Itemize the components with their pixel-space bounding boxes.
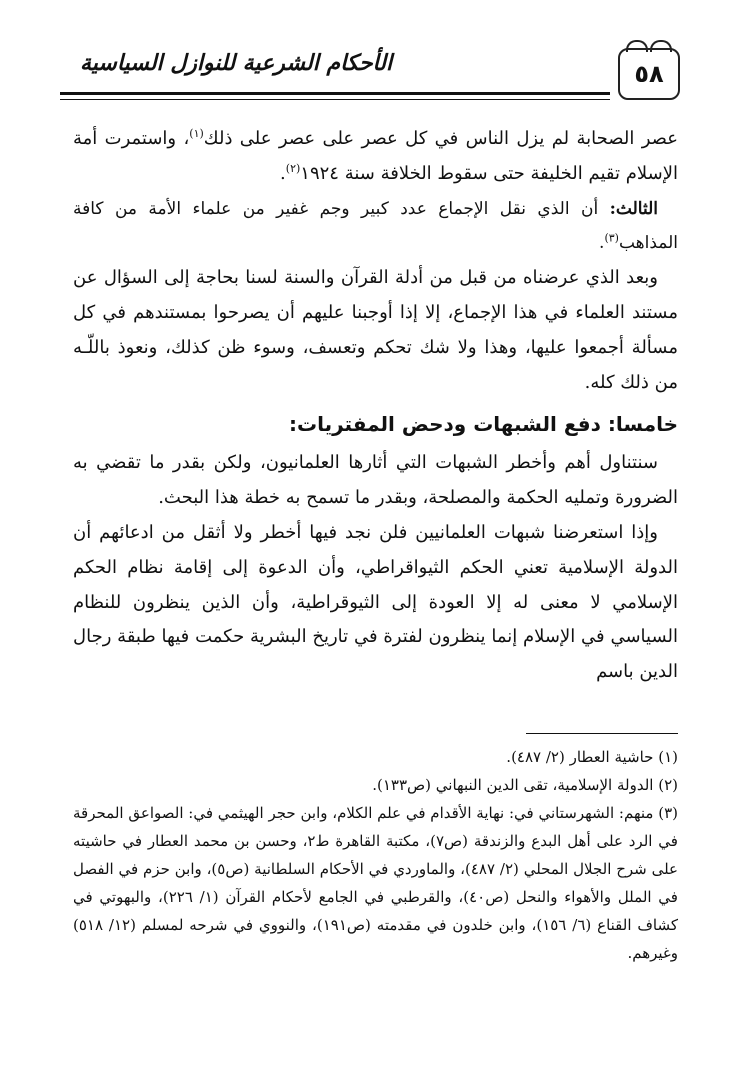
footnotes bbox=[73, 743, 678, 967]
paragraph-1 bbox=[73, 122, 678, 192]
footnote-ref-3[interactable]: (٣) bbox=[604, 231, 619, 245]
paragraph-4: سنتناول أهم وأخطر الشبهات التي أثارها العلمانيون، ولكن بقدر ما تقضي به الضرورة وتمليه الحكمة والمصلحة، وبقدر ما تسمح به خطة هذا البحث. bbox=[73, 452, 678, 509]
footnote-1: (١) حاشية العطار (٢/ ٤٨٧). bbox=[506, 748, 678, 766]
page-number: ٥٨ bbox=[618, 48, 680, 100]
footnote-divider bbox=[526, 733, 678, 734]
paragraph-2-text: أن الذي نقل الإجماع عدد كبير وجم غفير من علماء الأمة من كافة المذاهب bbox=[73, 198, 678, 254]
page-header bbox=[60, 40, 680, 110]
paragraph-2-end: . bbox=[599, 233, 605, 254]
footnote-3: (٣) منهم: الشهرستاني في: نهاية الأقدام في علم الكلام، وابن حجر الهيثمي في: الصواعق المحرقة في الرد على أهل البدع والزندقة (ص٧)، مكتبة القاهرة ط٢، وحسن بن محمد العطار في حاشيته على شرح الجلال المحلي (٢/ ٤٨٧)، والماوردي في الأحكام السلطانية (ص٥)، وابن حزم في الفصل في الملل والأهواء والنحل (ص٤٠)، والقرطبي في الجامع لأحكام القرآن (١/ ٢٢٦)، والبهوتي في كشاف القناع (٦/ ١٥٦)، وابن خلدون في مقدمته (ص١٩١)، والنووي في شرحه لمسلم (١٢/ ٥١٨) وغيرهم. bbox=[73, 804, 679, 962]
main-text bbox=[73, 122, 678, 690]
point-label-third: الثالث: bbox=[609, 198, 658, 219]
running-title: الأحكام الشرعية للنوازل السياسية bbox=[80, 50, 393, 76]
paragraph-3: وبعد الذي عرضناه من قبل من أدلة القرآن والسنة لسنا بحاجة إلى السؤال عن مستند العلماء في هذا الإجماع، إلا إذا أوجبنا عليهم أن يصرحوا بمستندهم في كل مسألة أجمعوا عليها، وهذا ولا شك تحكم وتعسف، وسوء ظن كذلك، ونعوذ باللّـه من ذلك كله. bbox=[73, 267, 678, 393]
paragraph-2 bbox=[73, 192, 678, 262]
paragraph-1-part-a: عصر الصحابة لم يزل الناس في كل عصر على عصر على ذلك bbox=[203, 128, 678, 149]
section-heading: خامسا: دفع الشبهات ودحض المفتريات: bbox=[288, 412, 678, 437]
paragraph-1-end: . bbox=[280, 162, 286, 184]
footnote-2: (٢) الدولة الإسلامية، تقى الدين النبهاني (ص١٣٣). bbox=[372, 776, 678, 794]
header-rule-thick bbox=[60, 92, 610, 95]
header-rule-thin bbox=[60, 99, 610, 100]
footnote-ref-2[interactable]: (٢) bbox=[285, 161, 301, 175]
paragraph-5: وإذا استعرضنا شبهات العلمانيين فلن نجد فيها أخطر ولا أثقل من ادعائهم أن الدولة الإسلامية تعني الحكم الثيواقراطي، وأن الدعوة إلى إقامة نظام الحكم الإسلامي لا معنى له إلا العودة إلى الثيوقراطية، وأن الذين ينظرون للنظام السياسي في الإسلام إنما ينظرون لفترة في تاريخ البشرية حكمت فيها طبقة رجال الدين باسم bbox=[73, 521, 678, 683]
footnote-ref-1[interactable]: (١) bbox=[189, 127, 204, 140]
paragraph-1-part-b: ، واستمرت أمة الإسلام تقيم الخليفة حتى سقوط الخلافة سنة ١٩٢٤ bbox=[73, 128, 678, 184]
